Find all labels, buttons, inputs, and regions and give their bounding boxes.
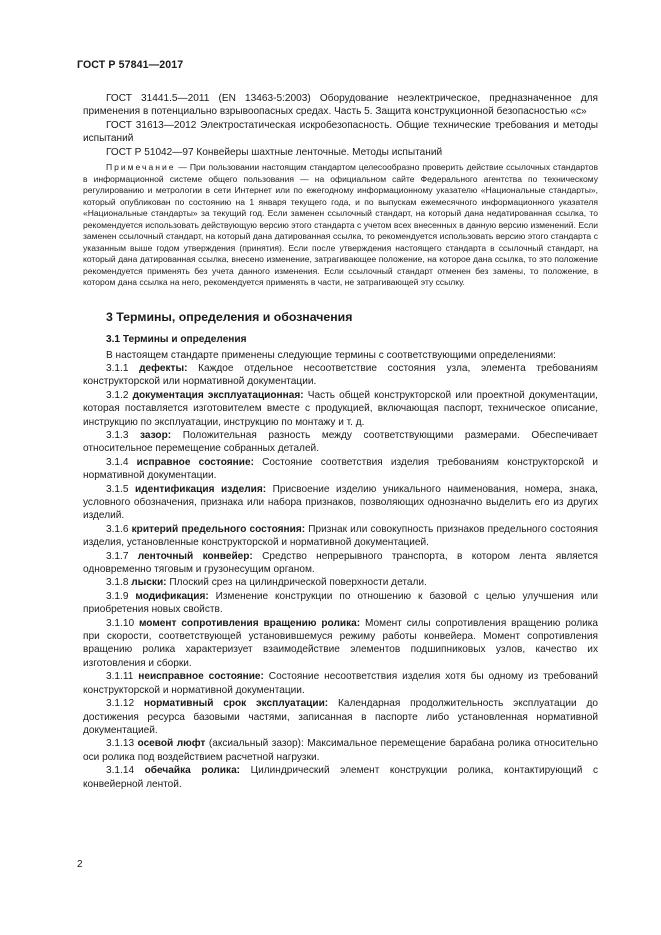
definition-term: критерий предельного состояния: [131, 523, 306, 535]
definition-term: осевой люфт [137, 738, 206, 750]
definition-item: 3.1.11 неисправное состояние: Состояние несоответствия изделия хотя бы одному из требований конструкторской и нормативной документации. [83, 671, 599, 696]
definition-term: зазор: [140, 429, 172, 441]
subsection-title: 3.1 Термины и определения [106, 333, 247, 345]
page-content [83, 92, 598, 791]
definition-item: 3.1.9 модификация: Изменение конструкции по отношению к базовой с целью улучшения или приобретения новых свойств. [83, 590, 598, 616]
reference-item: ГОСТ 31613—2012 Электростатическая искробезопасность. Общие технические требования и методы испытаний [83, 119, 598, 145]
definition-term: дефекты: [139, 362, 188, 374]
definition-term: лыски: [131, 577, 167, 589]
definition-term: нормативный срок эксплуатации: [143, 698, 329, 710]
definition-item: 3.1.12 нормативный срок эксплуатации: Календарная продолжительность эксплуатации до достижения ресурса базовыми частями, записанная в паспорте либо установленная нормативной документацией. [83, 698, 598, 736]
page-header-title: ГОСТ Р 57841—2017 [77, 59, 184, 71]
definitions-list [83, 349, 598, 791]
definition-term: документация эксплуатационная: [132, 389, 304, 401]
note [83, 162, 598, 289]
definition-term: неисправное состояние: [138, 671, 264, 683]
definitions-intro: В настоящем стандарте применены следующие термины с соответствующими определениями: [106, 349, 556, 361]
definition-term: идентификация изделия: [135, 483, 267, 495]
section-title: 3 Термины, определения и обозначения [106, 309, 353, 324]
normative-references [83, 92, 598, 159]
definition-item: 3.1.5 идентификация изделия: Присвоение изделию уникального наименования, номера, знака, условного обозначения, признака или набора признаков, позволяющих однозначно выделить его из других изделий. [83, 483, 598, 522]
definition-term: исправное состояние: [136, 456, 254, 468]
definition-term: ленточный конвейер: [137, 550, 253, 562]
definition-term: обечайка ролика: [144, 765, 241, 777]
definition-item: 3.1.7 ленточный конвейер: Средство непрерывного транспорта, в котором лента является одновременно тяговым и грузонесущим органом. [83, 550, 598, 576]
definition-term: момент сопротивления вращению ролика: [138, 617, 361, 629]
definition-item: 3.1.10 момент сопротивления вращению ролика: Момент силы сопротивления вращению ролика при скорости, соответствующей установившемуся режиму работы конвейера. Момент сопротивления вращению ролика характеризует взаимодействие элементов подшипниковых узлов, качество их изготовления и сборки. [83, 617, 599, 669]
definition-item: 3.1.1 дефекты: Каждое отдельное несоответствие состояния узла, элемента требованиям конструкторской или нормативной документации. [83, 362, 598, 388]
note-text: — При пользовании настоящим стандартом целесообразно проверить действие ссылочных стандартов в информационной системе общего пользования — на официальном сайте Федерального агентства по техническому регулированию и метрологии в сети Интернет или по ежегодному информационному указателю «Национальные стандарты», который опубликован по состоянию на 1 января текущего года, и по выпускам ежемесячного информационного указателя «Национальные стандарты» за текущий год. Если заменен ссылочный стандарт, на который дана недатированная ссылка, то рекомендуется использовать действующую версию этого стандарта с учетом всех внесенных в данную версию изменений. Если заменен ссылочный стандарт, на который дана датированная ссылка, то рекомендуется использовать версию этого стандарта с указанным выше годом утверждения (принятия). Если после утверждения настоящего стандарта в ссылочный стандарт, на который дана датированная ссылка, внесено изменение, затрагивающее положение, на которое дана ссылка, то это положение рекомендуется применять без учета данного изменения. Если ссылочный стандарт отменен без замены, то положение, в котором дана ссылка на него, рекомендуется применять в части, не затрагивающей эту ссылку. [83, 162, 598, 288]
definition-item: 3.1.14 обечайка ролика: Цилиндрический элемент конструкции ролика, контактирующий с конвейерной лентой. [83, 765, 598, 790]
reference-item: ГОСТ Р 51042—97 Конвейеры шахтные ленточные. Методы испытаний [106, 146, 443, 158]
reference-item: ГОСТ 31441.5—2011 (EN 13463-5:2003) Оборудование неэлектрическое, предназначенное для применения в потенциально взрывоопасных средах. Часть 5. Защита конструкционной безопасностью «с» [83, 93, 598, 118]
definition-item: 3.1.13 осевой люфт (аксиальный зазор): Максимальное перемещение барабана ролика относительно оси ролика под воздействием расчетной нагрузки. [83, 738, 598, 763]
note-label: Примечание [106, 162, 176, 173]
page-number: 2 [77, 859, 83, 870]
definition-term: модификация: [135, 590, 209, 602]
definition-item: 3.1.3 зазор: Положительная разность между соответствующими размерами. Обеспечивает относительное перемещение собранных деталей. [83, 429, 598, 455]
definition-item: 3.1.6 критерий предельного состояния: Признак или совокупность признаков предельного состояния изделия, установленные конструкторской и нормативной документацией. [83, 523, 598, 549]
definition-item: 3.1.4 исправное состояние: Состояние соответствия изделия требованиям конструкторской и нормативной документации. [83, 456, 599, 482]
definition-item: 3.1.2 документация эксплуатационная: Часть общей конструкторской или проектной документации, которая поставляется изготовителем вместе с продукцией, включающая паспорт, техническое описание, инструкцию по эксплуатации, инструкцию по монтажу и т. д. [83, 389, 598, 428]
definition-item: 3.1.8 лыски: Плоский срез на цилиндрической поверхности детали. [106, 577, 427, 589]
